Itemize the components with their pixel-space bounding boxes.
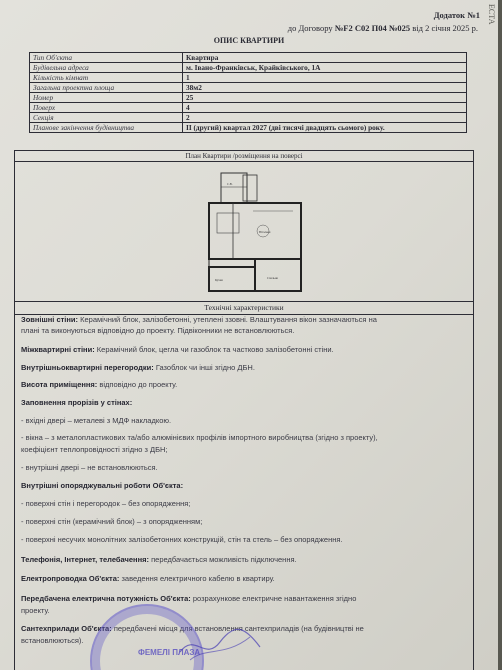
tech-line [21, 315, 467, 325]
tech-text: - вікна – з металопластикових та/або алюмінієвих профілів імпортного виробництва (згідно з проекту), [21, 433, 378, 442]
page-edge-shadow [498, 0, 502, 670]
tech-line [21, 345, 467, 355]
info-row [30, 83, 467, 93]
plan-label-hall: Вітальня [259, 230, 271, 234]
info-key: Секція [30, 113, 183, 123]
tech-line [21, 326, 467, 336]
info-value: 4 [183, 103, 467, 113]
tech-line [21, 363, 467, 373]
signature [175, 622, 265, 667]
tech-text: заведення електричного кабелю в квартиру. [119, 574, 275, 583]
info-row [30, 63, 467, 73]
info-row [30, 93, 467, 103]
tech-heading: Телефонія, Інтернет, телебачення: [21, 555, 149, 564]
corner-fragment: ЕСТА [487, 4, 496, 25]
info-value: Квартира [183, 53, 467, 63]
info-value: II (другий) квартал 2027 (дві тисячі двадцять сьомого) року. [183, 123, 467, 133]
tech-text: відповідно до проекту. [97, 380, 178, 389]
tech-text: Керамічний блок, цегла чи газоблок та частково залізобетонні стіни. [94, 345, 334, 354]
plan-label-bedroom: Спальня [267, 276, 278, 280]
tech-heading: Висота приміщення: [21, 380, 98, 389]
tech-text: Газоблок чи інші згідно ДБН. [153, 363, 255, 372]
plan-label-kitchen: Кухня [215, 278, 223, 282]
tech-line [21, 555, 467, 565]
plan-label-bath: С.В. [227, 182, 233, 186]
info-key: Планове закінчення будівництва [30, 123, 183, 133]
info-value: м. Івано-Франківськ, Крайківського, 1А [183, 63, 467, 73]
tech-heading: Внутрішньоквартирні перегородки: [21, 363, 154, 372]
info-value: 2 [183, 113, 467, 123]
appendix-label: Додаток №1 [433, 10, 480, 20]
tech-line [21, 398, 467, 408]
tech-text: передбачені місця для встановлення сантехприладів (на будівництві не [111, 624, 364, 633]
info-row [30, 103, 467, 113]
tech-text: проекту. [21, 606, 50, 615]
tech-heading: Заповнення прорізів у стінах: [21, 398, 133, 407]
info-row [30, 113, 467, 123]
tech-text: - внутрішні двері – не встановлюються. [21, 463, 158, 472]
tech-line [21, 606, 467, 616]
tech-text: розрахункове електричне навантаження згідно [190, 594, 357, 603]
tech-line [21, 535, 467, 545]
tech-text: передбачається можливість підключення. [149, 555, 297, 564]
tech-heading: Електропроводка Об'єкта: [21, 574, 120, 583]
contract-reference: до Договору №F2 С02 П04 №025 від 2 січня 2025 р. [287, 23, 478, 33]
tech-heading: Сантехприлади Об'єкта: [21, 624, 112, 633]
tech-line [21, 416, 467, 426]
info-value: 38м2 [183, 83, 467, 93]
tech-line [21, 445, 467, 455]
plan-title: План Квартири /розміщення на поверсі [15, 151, 473, 162]
info-key: Загальна проектна площа [30, 83, 183, 93]
info-value: 25 [183, 93, 467, 103]
tech-text: встановлюються). [21, 636, 84, 645]
info-key: Номер [30, 93, 183, 103]
tech-text: - поверхні стін і перегородок – без опорядження; [21, 499, 191, 508]
tech-text: плані та виконуються відповідно до проекту. Підвіконники не встановлюються. [21, 326, 295, 335]
info-key: Будівельна адреса [30, 63, 183, 73]
info-row [30, 73, 467, 83]
tech-text: коефіцієнт теплопровідності згідно з ДБН; [21, 445, 168, 454]
tech-line [21, 481, 467, 491]
tech-text: Керамічний блок, залізобетонні, утеплені ззовні. Влаштування вікон зазначаються на [78, 315, 377, 324]
info-key: Кількість кімнат [30, 73, 183, 83]
apartment-info-table [29, 52, 467, 133]
tech-line [21, 463, 467, 473]
stamp-text: ФЕМЕЛІ ПЛАЗА [138, 648, 201, 657]
floorplan-drawing [203, 171, 307, 293]
tech-line [21, 574, 467, 584]
info-row [30, 53, 467, 63]
tech-text: - поверхні стін (керамічний блок) – з опорядженням; [21, 517, 203, 526]
tech-heading: Міжквартирні стіни: [21, 345, 95, 354]
tech-line [21, 517, 467, 527]
info-value: 1 [183, 73, 467, 83]
tech-heading: Зовнішні стіни: [21, 315, 79, 324]
tech-text: - поверхні несучих монолітних залізобетонних конструкцій, стін та стель – без опорядження. [21, 535, 343, 544]
tech-line [21, 499, 467, 509]
document-title: ОПИС КВАРТИРИ [213, 36, 285, 45]
plan-and-specs-box [14, 150, 474, 670]
info-key: Поверх [30, 103, 183, 113]
tech-heading: Передбачена електрична потужність Об'єкта: [21, 594, 191, 603]
tech-text: - вхідні двері – металеві з МДФ накладкою. [21, 416, 172, 425]
tech-heading: Внутрішні опоряджувальні роботи Об'єкта: [21, 481, 184, 490]
tech-title: Технічні характеристики [15, 301, 473, 315]
info-key: Тип Об'єкта [30, 53, 183, 63]
tech-line [21, 594, 467, 604]
tech-line [21, 433, 467, 443]
info-row [30, 123, 467, 133]
tech-line [21, 380, 467, 390]
